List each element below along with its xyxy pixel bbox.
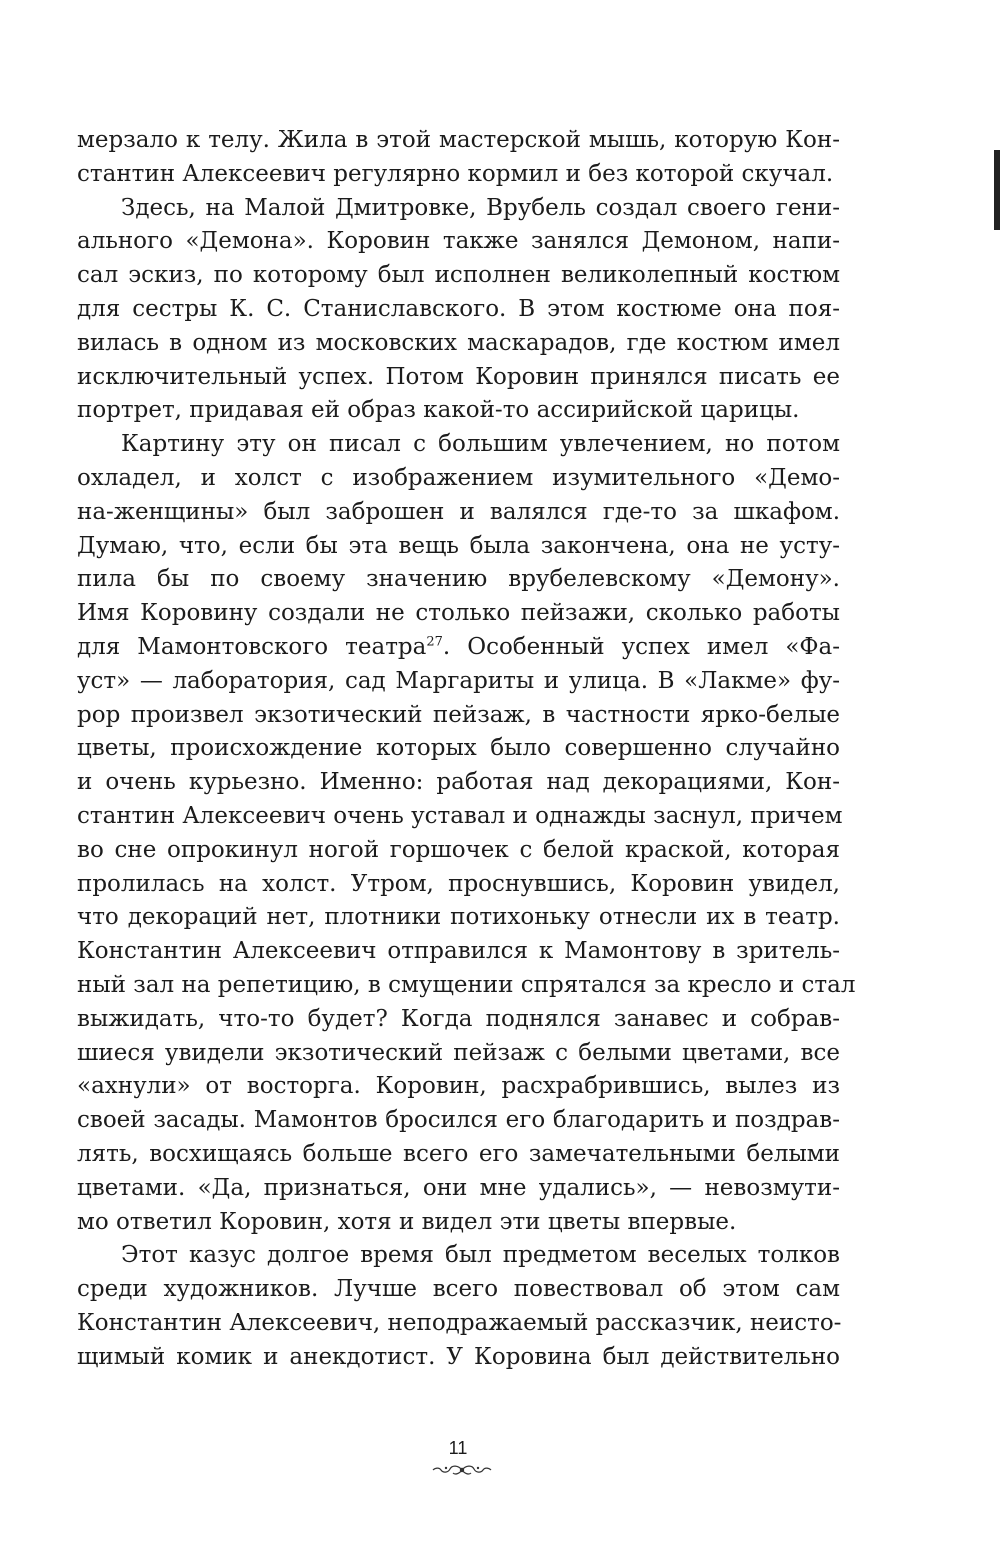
text-line: среди художников. Лучше всего повествовал об этом сам	[77, 1276, 840, 1303]
text-line: лять, восхищаясь больше всего его замечательными белыми	[77, 1140, 840, 1167]
paragraph-start-line: Картину эту он писал с большим увлечением, но потом	[121, 431, 840, 458]
text-line: сал эскиз, по которому был исполнен великолепный костюм	[77, 262, 840, 289]
text-line: вилась в одном из московских маскарадов, где костюм имел	[77, 329, 840, 356]
text-fragment: . Особенный успех имел «Фа-	[442, 633, 840, 660]
text-line: и очень курьезно. Именно: работая над декорациями, Кон-	[77, 769, 840, 796]
text-line: цветами. «Да, признаться, они мне удались», — невозмути-	[77, 1174, 840, 1201]
text-line: выжидать, что-то будет? Когда поднялся занавес и собрав-	[77, 1005, 840, 1032]
text-line: уст» — лаборатория, сад Маргариты и улица. В «Лакме» фу-	[77, 667, 840, 694]
page-edge-mark	[994, 150, 1000, 230]
text-line: Думаю, что, если бы эта вещь была закончена, она не усту-	[77, 532, 840, 559]
body-text	[77, 124, 856, 1374]
text-line: шиеся увидели экзотический пейзаж с белыми цветами, все	[77, 1039, 840, 1066]
text-line: охладел, и холст с изображением изумительного «Демо-	[77, 464, 840, 491]
text-line: на-женщины» был заброшен и валялся где-то за шкафом.	[77, 498, 840, 525]
text-line-with-footnote	[77, 631, 840, 665]
text-line: пила бы по своему значению врубелевскому «Демону».	[77, 566, 840, 593]
text-line: рор произвел экзотический пейзаж, в частности ярко-белые	[77, 701, 840, 728]
text-line: цветы, происхождение которых было совершенно случайно	[77, 735, 840, 762]
text-line: мо ответил Коровин, хотя и видел эти цветы впервые.	[77, 1208, 737, 1235]
text-line: пролилась на холст. Утром, проснувшись, Коровин увидел,	[77, 870, 840, 897]
text-line: исключительный успех. Потом Коровин принялся писать ее	[77, 363, 840, 390]
text-line: во сне опрокинул ногой горшочек с белой краской, которая	[77, 836, 840, 863]
text-line: стантин Алексеевич регулярно кормил и без которой скучал.	[77, 160, 834, 187]
paragraph-start-line: Этот казус долгое время был предметом веселых толков	[121, 1242, 840, 1269]
text-line: стантин Алексеевич очень уставал и однажды заснул, причем	[77, 802, 843, 829]
page-number: 11	[448, 1438, 468, 1458]
text-line: «ахнули» от восторга. Коровин, расхрабрившись, вылез из	[77, 1073, 840, 1100]
text-line: Константин Алексеевич отправился к Мамонтову в зритель-	[77, 938, 840, 965]
text-line: щимый комик и анекдотист. У Коровина был действительно	[77, 1343, 840, 1370]
text-line: ный зал на репетицию, в смущении спрятался за кресло и стал	[77, 971, 856, 998]
text-line: что декораций нет, плотники потихоньку отнесли их в театр.	[77, 904, 840, 931]
text-line: мерзало к телу. Жила в этой мастерской мышь, которую Кон-	[77, 127, 840, 153]
paragraph-start-line: Здесь, на Малой Дмитровке, Врубель создал своего гени-	[121, 194, 840, 221]
footnote-reference[interactable]: 27	[426, 634, 443, 650]
text-line: Имя Коровину создали не столько пейзажи, сколько работы	[77, 600, 840, 627]
text-fragment: для Мамонтовского театра	[77, 633, 427, 660]
text-line: портрет, придавая ей образ какой-то ассирийской царицы.	[77, 397, 800, 424]
text-line: своей засады. Мамонтов бросился его благодарить и поздрав-	[77, 1107, 840, 1134]
text-line: для сестры К. С. Станиславского. В этом костюме она поя-	[77, 295, 840, 322]
text-line: Константин Алексеевич, неподражаемый рассказчик, неисто-	[77, 1309, 842, 1336]
ornament-flourish-icon	[432, 1462, 492, 1478]
text-line: ального «Демона». Коровин также занялся Демоном, напи-	[77, 228, 840, 255]
